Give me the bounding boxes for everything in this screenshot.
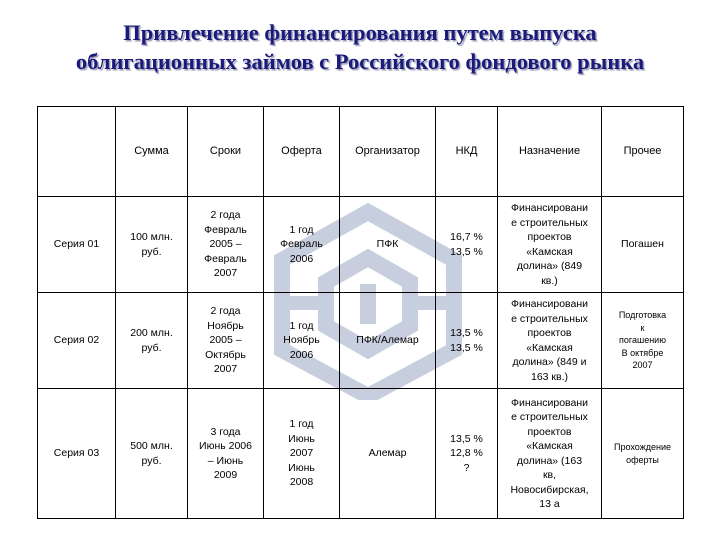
title-line-2: облигационных займов с Российского фондового рынка [75, 49, 645, 74]
amount-cell: 500 млн. руб. [116, 389, 188, 519]
title-line-1: Привлечение финансирования путем выпуска [123, 20, 597, 45]
term-cell: 2 года Февраль 2005 – Февраль 2007 [188, 197, 264, 293]
term-cell: 2 года Ноябрь 2005 – Октябрь 2007 [188, 293, 264, 389]
header-offer: Оферта [264, 107, 340, 197]
series-cell: Серия 03 [38, 389, 116, 519]
purpose-cell: Финансировани е строительных проектов «Камская долина» (849 кв.) [498, 197, 602, 293]
purpose-cell: Финансировани е строительных проектов «Камская долина» (163 кв, Новосибирская, 13 а [498, 389, 602, 519]
header-organizer: Организатор [340, 107, 436, 197]
header-term: Сроки [188, 107, 264, 197]
organizer-cell: Алемар [340, 389, 436, 519]
offer-cell: 1 год Июнь 2007 Июнь 2008 [264, 389, 340, 519]
other-cell: Прохождение оферты [602, 389, 684, 519]
series-cell: Серия 01 [38, 197, 116, 293]
purpose-cell: Финансировани е строительных проектов «Камская долина» (849 и 163 кв.) [498, 293, 602, 389]
organizer-cell: ПФК/Алемар [340, 293, 436, 389]
table-row [38, 293, 684, 389]
other-cell: Подготовка к погашению В октябре 2007 [602, 293, 684, 389]
header-amount: Сумма [116, 107, 188, 197]
amount-cell: 200 млн. руб. [116, 293, 188, 389]
series-cell: Серия 02 [38, 293, 116, 389]
nkd-cell: 13,5 % 12,8 % ? [436, 389, 498, 519]
nkd-cell: 16,7 % 13,5 % [436, 197, 498, 293]
amount-cell: 100 млн. руб. [116, 197, 188, 293]
organizer-cell: ПФК [340, 197, 436, 293]
header-nkd: НКД [436, 107, 498, 197]
offer-cell: 1 год Ноябрь 2006 [264, 293, 340, 389]
offer-cell: 1 год Февраль 2006 [264, 197, 340, 293]
table-row [38, 197, 684, 293]
term-cell: 3 года Июнь 2006 – Июнь 2009 [188, 389, 264, 519]
bond-issues-table [37, 106, 684, 519]
table-row [38, 389, 684, 519]
header-empty [38, 107, 116, 197]
header-other: Прочее [602, 107, 684, 197]
table-header-row [38, 107, 684, 197]
other-cell: Погашен [602, 197, 684, 293]
nkd-cell: 13,5 % 13,5 % [436, 293, 498, 389]
page-title [0, 18, 720, 76]
header-purpose: Назначение [498, 107, 602, 197]
